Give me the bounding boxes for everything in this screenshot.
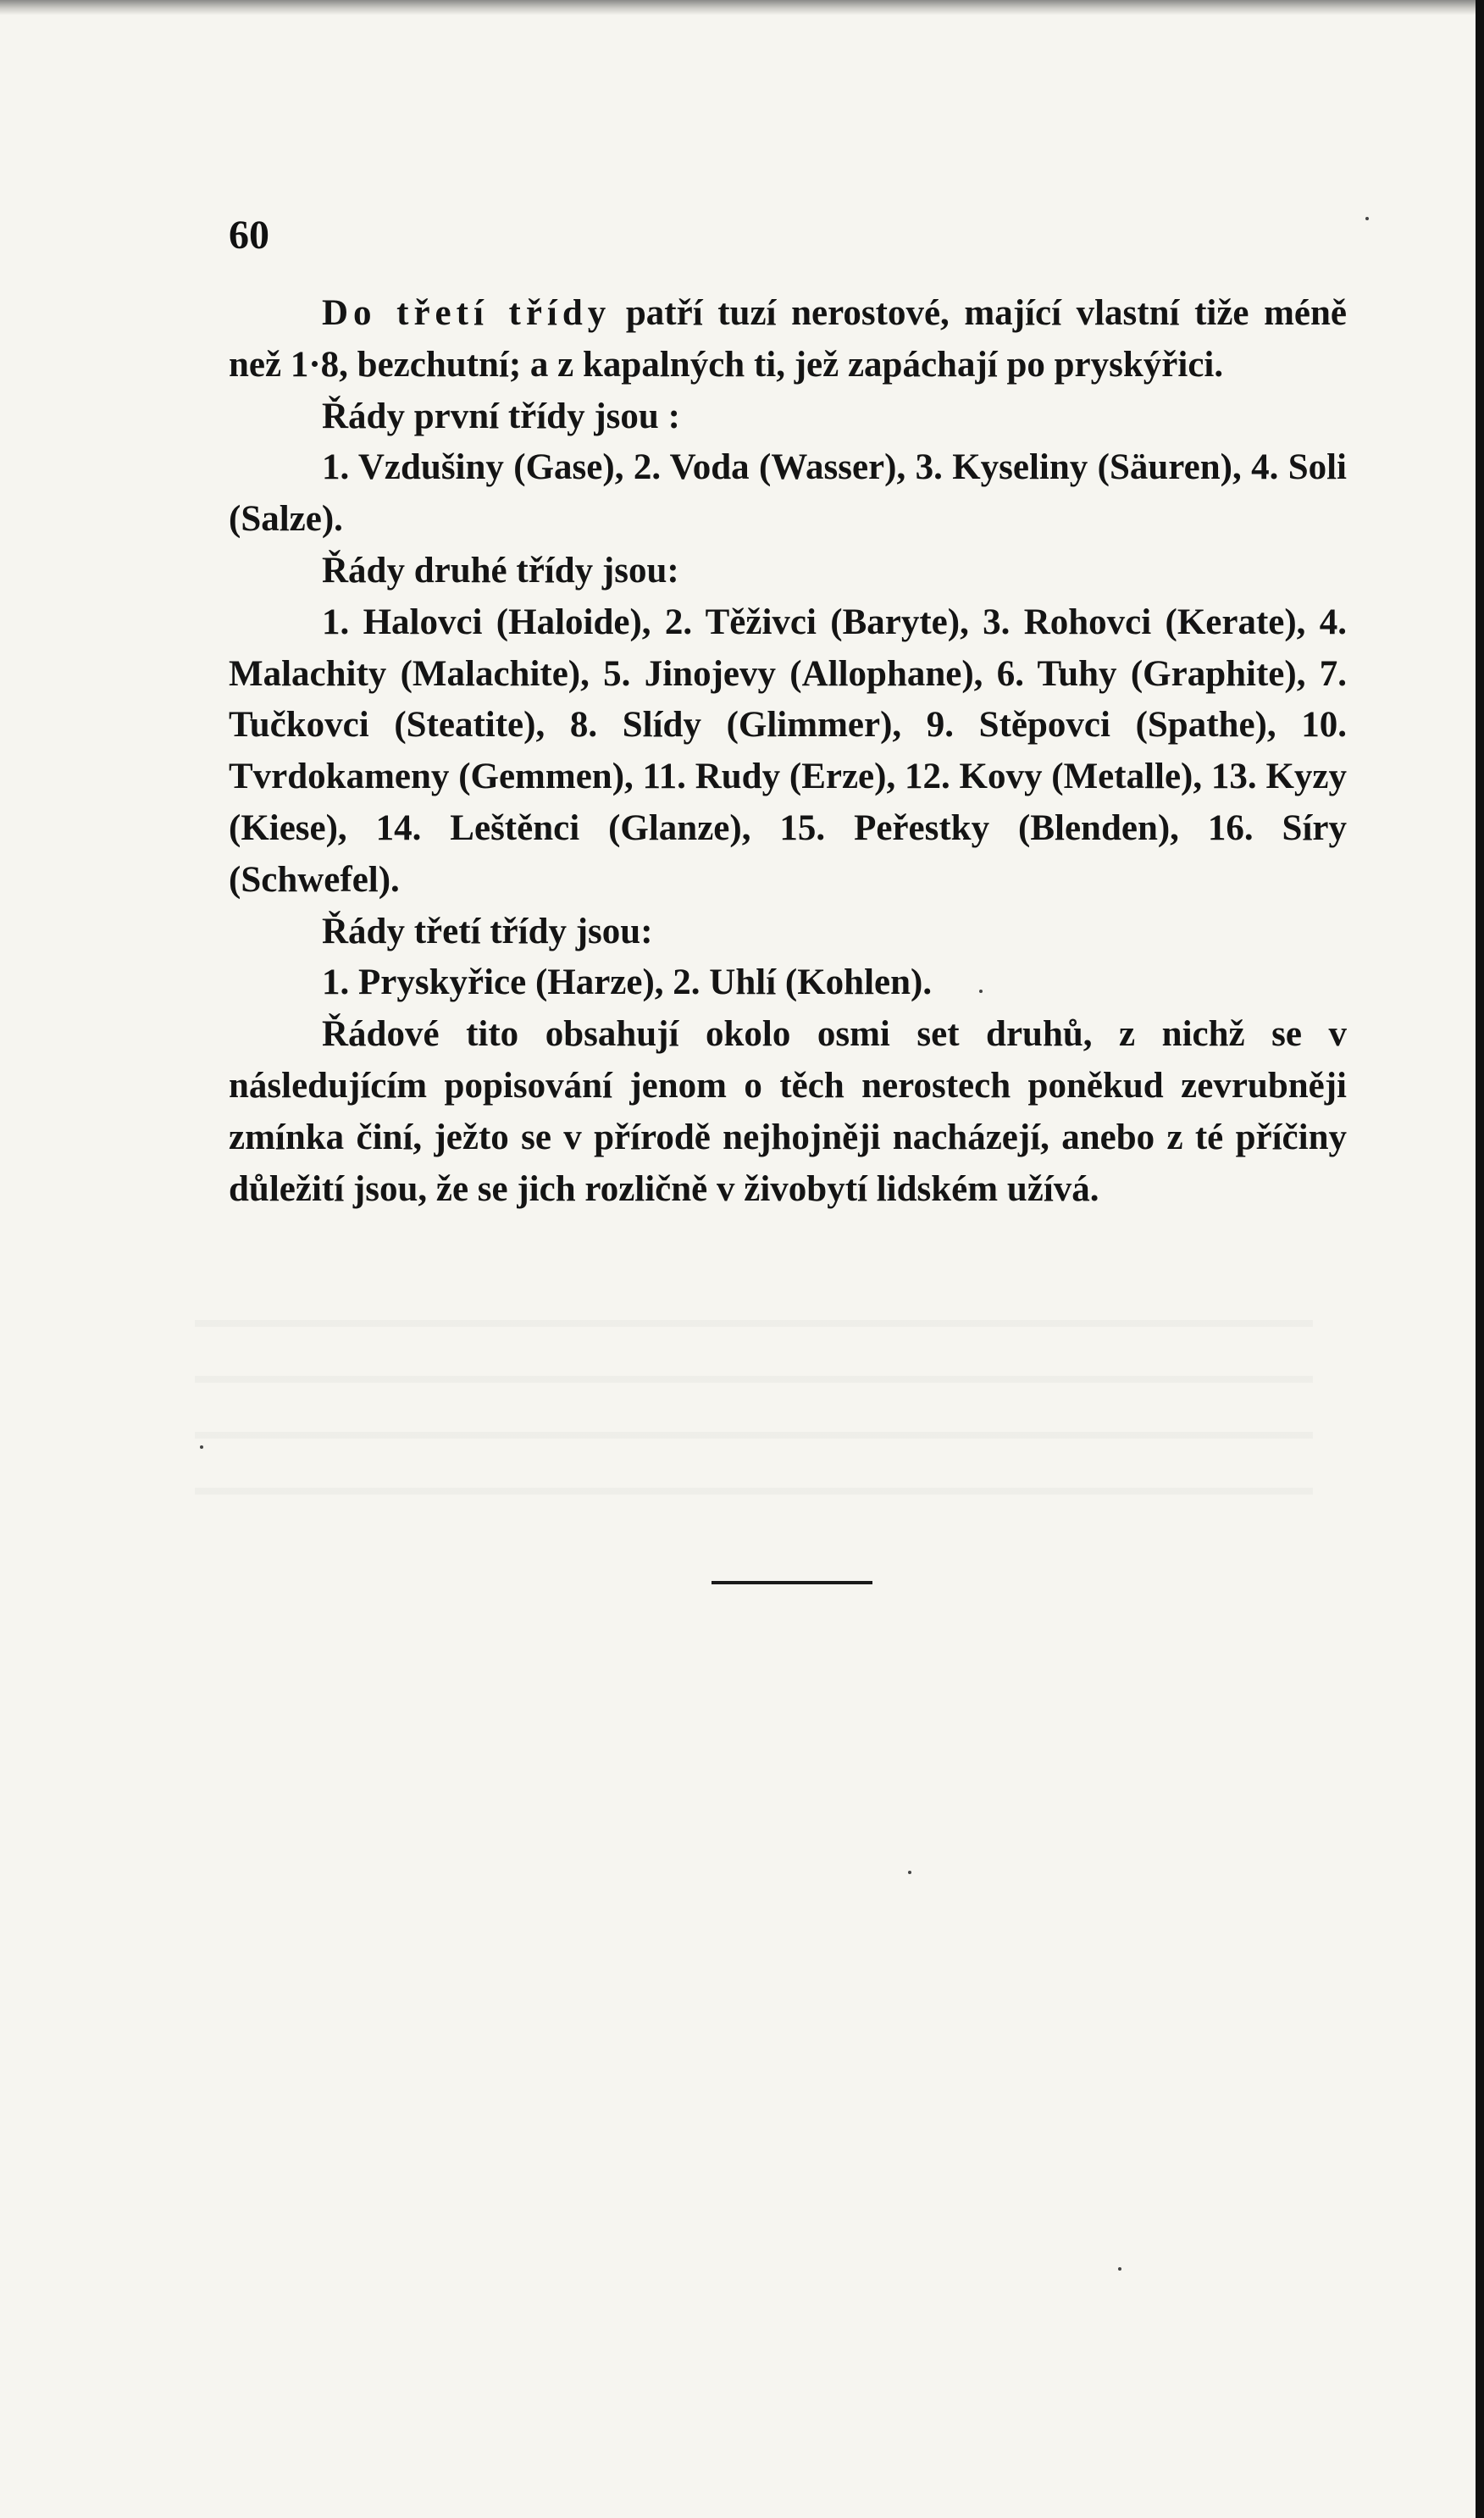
paper-speck: [979, 990, 983, 993]
body-text: [229, 288, 1347, 1215]
paper-speck: [1118, 2267, 1121, 2271]
list-first-class-orders: 1. Vzdušiny (Gase), 2. Voda (Wasser), 3. Kyseliny (Säuren), 4. Soli (Salze).: [229, 447, 1347, 540]
paragraph-intro-lead: Do třetí třídy: [322, 293, 612, 333]
paper-speck: [1365, 217, 1369, 220]
list-second-class-orders: 1. Halovci (Haloide), 2. Těživci (Baryte), 3. Rohovci (Kerate), 4. Malachity (Malachite), 5. Jinojevy (Allophane), 6. Tuhy (Graphite), 7. Tučkovci (Steatite), 8. Slídy (Glimmer), 9. Stěpovci (Spathe), 10. Tvrdokameny (Gemmen), 11. Rudy (Erze), 12. Kovy (Metalle), 13. Kyzy (Kiese), 14. Leštěnci (Glanze), 15. Peřestky (Blenden), 16. Síry (Schwefel).: [229, 602, 1347, 900]
heading-second-class-orders: Řády druhé třídy jsou:: [322, 550, 679, 591]
list-third-class-orders: 1. Pryskyřice (Harze), 2. Uhlí (Kohlen).: [322, 962, 933, 1003]
paragraph-intro: [229, 288, 1347, 391]
paragraph-closing: Řádové tito obsahují okolo osmi set druhů, z nichž se v následujícím popisování jenom o těch nerostech poněkud zevrubněji zmínka činí, ježto se v přírodě nejhojněji nacházejí, anebo z té příčiny důležití jsou, že se jich rozličně v živobytí lidském užívá.: [229, 1014, 1347, 1209]
section-divider-rule: [712, 1581, 872, 1584]
page-number: 60: [229, 213, 269, 258]
paper-speck: [908, 1871, 911, 1874]
heading-third-class-orders: Řády třetí třídy jsou:: [322, 911, 653, 951]
page-top-shadow: [0, 0, 1476, 15]
heading-first-class-orders: Řády první třídy jsou :: [322, 396, 680, 436]
scan-right-edge: [1476, 0, 1484, 2518]
paragraph-intro-rest: patří tuzí nerostové, mající vlastní tiže méně než 1·8, bezchutní; a z kapalných ti, jež zapáchají po pryskýřici.: [229, 293, 1347, 385]
paper-speck: [200, 1445, 203, 1449]
